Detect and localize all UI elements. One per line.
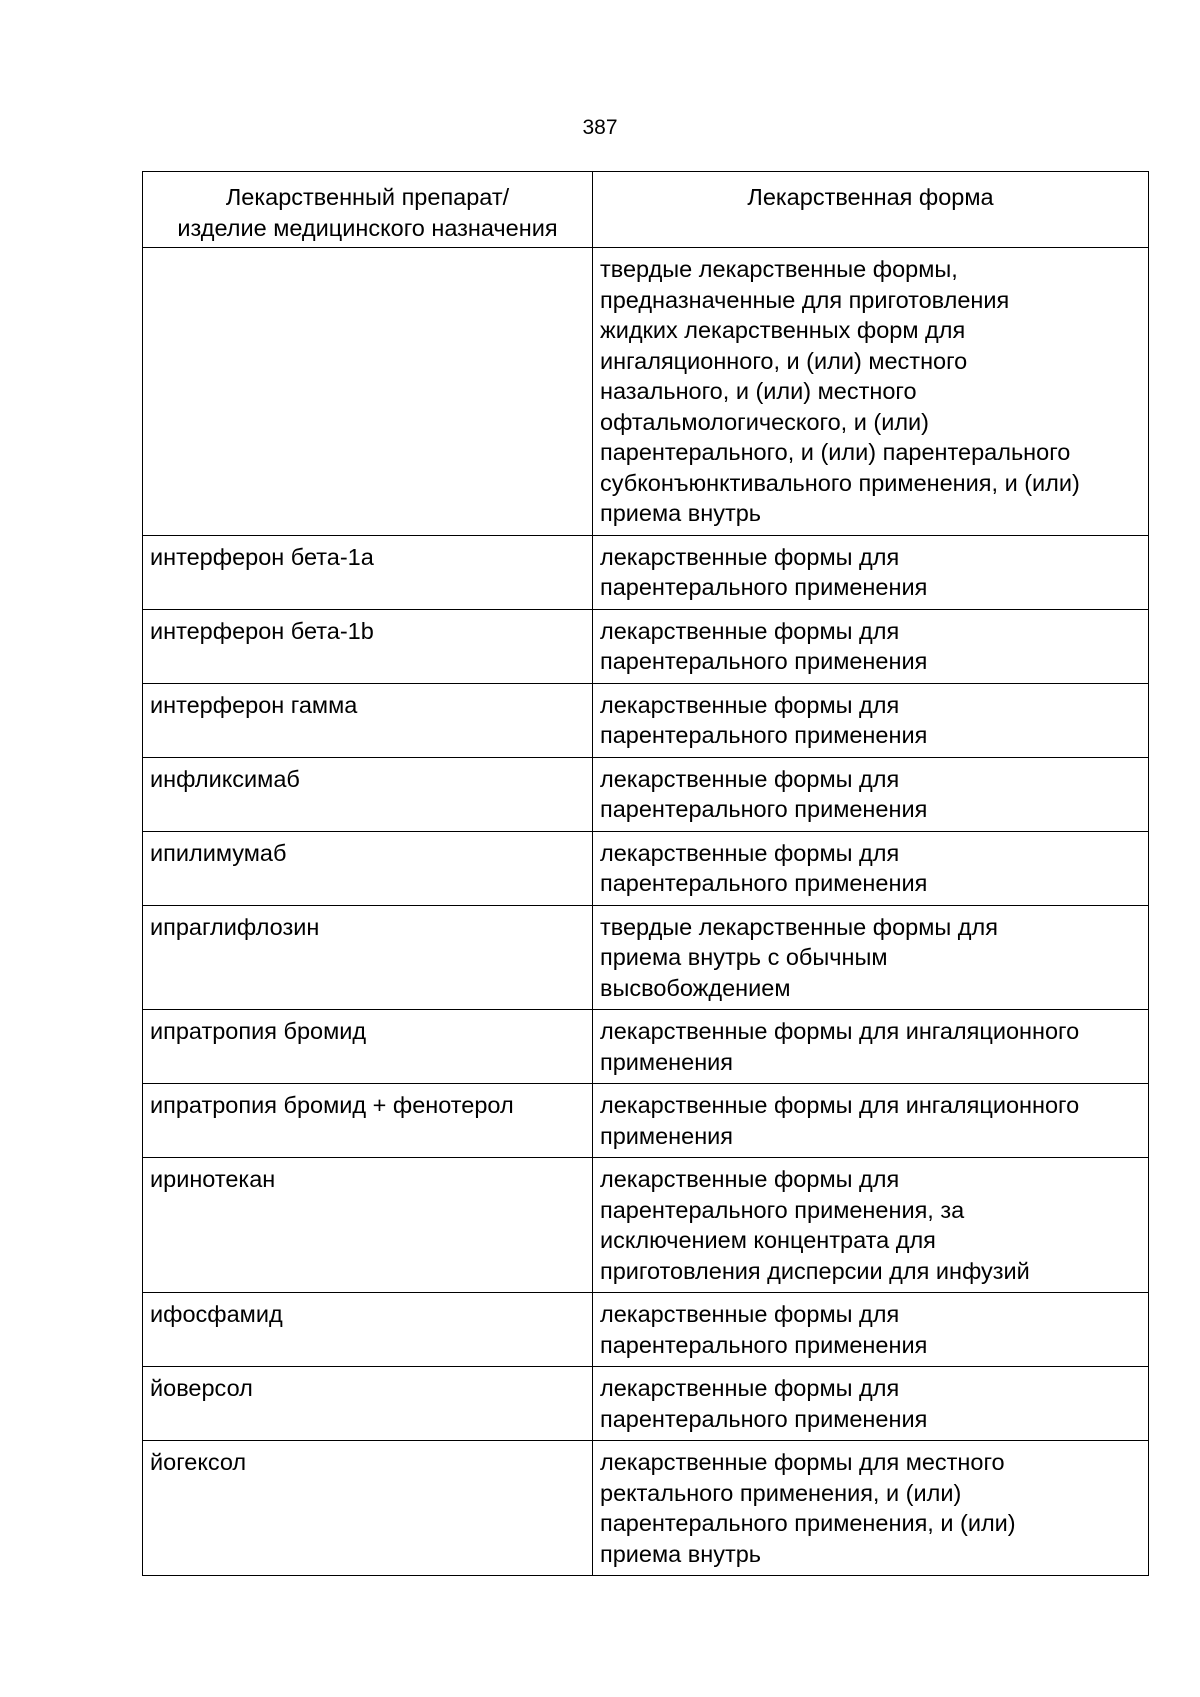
- table-row: [143, 1010, 1149, 1084]
- table-row: [143, 535, 1149, 609]
- dosage-form-cell: твердые лекарственные формы, предназначенные для приготовления жидких лекарственных форм для ингаляционного, и (или) местного назального, и (или) местного офтальмологического, и (или) парентерального, и (или) парентерального субконъюнктивального применения, и (или) приема внутрь: [593, 248, 1149, 536]
- dosage-form-cell: твердые лекарственные формы для приема внутрь с обычным высвобождением: [593, 905, 1149, 1010]
- page-number: 387: [582, 116, 618, 139]
- table-row: [143, 1158, 1149, 1293]
- table-row: [143, 905, 1149, 1010]
- dosage-form-cell: лекарственные формы для парентерального применения: [593, 831, 1149, 905]
- header-drug: Лекарственный препарат/ изделие медицинского назначения: [143, 172, 593, 248]
- drug-name-cell: ипилимумаб: [143, 831, 593, 905]
- table-row: [143, 1084, 1149, 1158]
- dosage-form-cell: лекарственные формы для парентерального применения: [593, 1367, 1149, 1441]
- dosage-form-cell: лекарственные формы для парентерального применения: [593, 683, 1149, 757]
- drug-name-cell: иринотекан: [143, 1158, 593, 1293]
- dosage-form-cell: лекарственные формы для ингаляционного применения: [593, 1010, 1149, 1084]
- table-row: [143, 609, 1149, 683]
- drug-name-cell: ипратропия бромид + фенотерол: [143, 1084, 593, 1158]
- dosage-form-cell: лекарственные формы для парентерального применения, за исключением концентрата для приготовления дисперсии для инфузий: [593, 1158, 1149, 1293]
- dosage-form-cell: лекарственные формы для парентерального применения: [593, 535, 1149, 609]
- dosage-form-cell: лекарственные формы для местного ректального применения, и (или) парентерального применения, и (или) приема внутрь: [593, 1441, 1149, 1576]
- table-row: [143, 1441, 1149, 1576]
- drug-name-cell: ипраглифлозин: [143, 905, 593, 1010]
- table-row: [143, 683, 1149, 757]
- drug-name-cell: интерферон бета-1а: [143, 535, 593, 609]
- dosage-form-cell: лекарственные формы для парентерального применения: [593, 1293, 1149, 1367]
- table-row: [143, 248, 1149, 536]
- drug-name-cell: ипратропия бромид: [143, 1010, 593, 1084]
- drug-name-cell: инфликсимаб: [143, 757, 593, 831]
- table-body: [143, 248, 1149, 1576]
- drug-name-cell: интерферон бета-1b: [143, 609, 593, 683]
- header-form: Лекарственная форма: [593, 172, 1149, 248]
- table-row: [143, 1293, 1149, 1367]
- dosage-form-cell: лекарственные формы для ингаляционного применения: [593, 1084, 1149, 1158]
- table-header-row: [143, 172, 1149, 248]
- table-row: [143, 831, 1149, 905]
- dosage-form-cell: лекарственные формы для парентерального применения: [593, 609, 1149, 683]
- table-row: [143, 1367, 1149, 1441]
- drug-name-cell: йогексол: [143, 1441, 593, 1576]
- drug-name-cell: интерферон гамма: [143, 683, 593, 757]
- drug-name-cell: йоверсол: [143, 1367, 593, 1441]
- dosage-form-cell: лекарственные формы для парентерального применения: [593, 757, 1149, 831]
- drug-table: [142, 171, 1149, 1576]
- drug-name-cell: [143, 248, 593, 536]
- table-row: [143, 757, 1149, 831]
- drug-name-cell: ифосфамид: [143, 1293, 593, 1367]
